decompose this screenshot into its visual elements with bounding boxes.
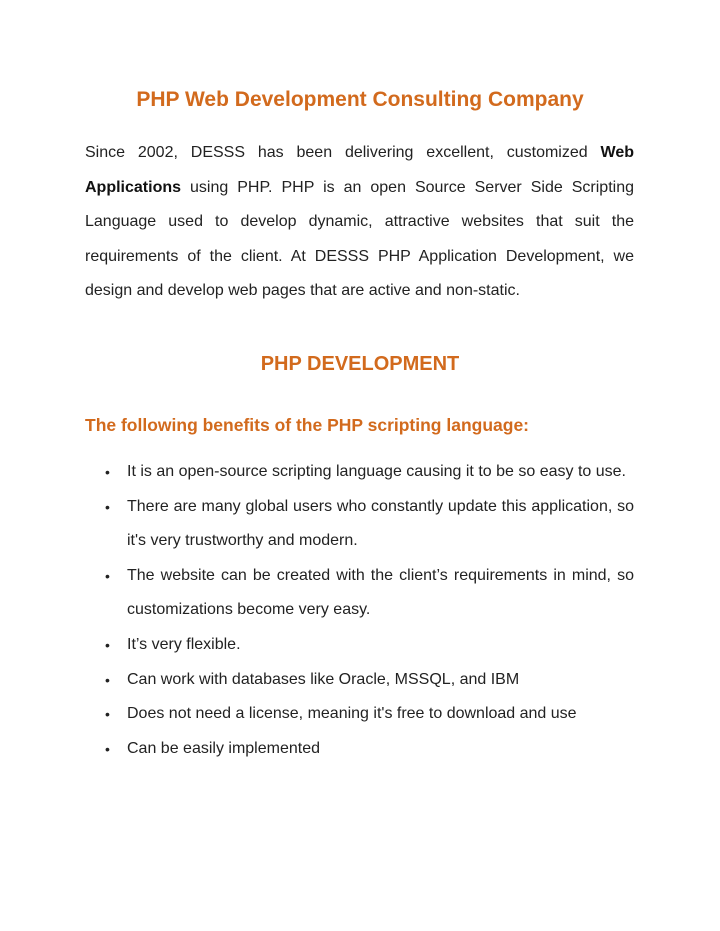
bullet-icon: • xyxy=(105,567,110,584)
list-item xyxy=(105,559,634,628)
benefit-text: Can be easily implemented xyxy=(127,739,320,757)
list-item xyxy=(105,732,634,767)
benefits-list xyxy=(0,455,720,766)
list-item xyxy=(105,490,634,559)
document-title: PHP Web Development Consulting Company xyxy=(136,88,584,111)
bullet-icon: • xyxy=(105,740,110,757)
bullet-icon: • xyxy=(105,464,110,480)
intro-text-start: Since 2002, DESSS has been delivering excellent, customized xyxy=(85,144,601,161)
benefit-text: Can work with databases like Oracle, MSSQL, and IBM xyxy=(127,670,520,688)
bullet-icon: • xyxy=(105,636,110,653)
benefit-text: It is an open-source scripting language causing it to be so easy to use. xyxy=(127,463,626,480)
intro-paragraph xyxy=(85,136,634,309)
list-item xyxy=(105,455,634,490)
list-item xyxy=(105,663,634,698)
list-item xyxy=(105,697,634,732)
list-item xyxy=(105,628,634,663)
section-heading: PHP DEVELOPMENT xyxy=(260,353,460,375)
bullet-icon: • xyxy=(105,671,110,688)
benefit-text: It’s very flexible. xyxy=(127,635,241,653)
benefits-heading: The following benefits of the PHP scripting language: xyxy=(85,415,530,435)
intro-text-end: using PHP. PHP is an open Source Server Side Scripting Language used to develop dynamic, attractive websites that suit the requirements of the client. At DESSS PHP Application Development, we design and develop web pages that are active and non-static. xyxy=(85,178,634,300)
bullet-icon: • xyxy=(105,498,110,515)
benefit-text: There are many global users who constantly update this application, so it's very trustworthy and modern. xyxy=(127,497,634,550)
bullet-icon: • xyxy=(105,706,110,723)
benefit-text: The website can be created with the client’s requirements in mind, so customizations become very easy. xyxy=(127,566,634,619)
benefit-text: Does not need a license, meaning it's free to download and use xyxy=(127,705,577,723)
intro-bold-term: Web Applications xyxy=(85,144,634,196)
